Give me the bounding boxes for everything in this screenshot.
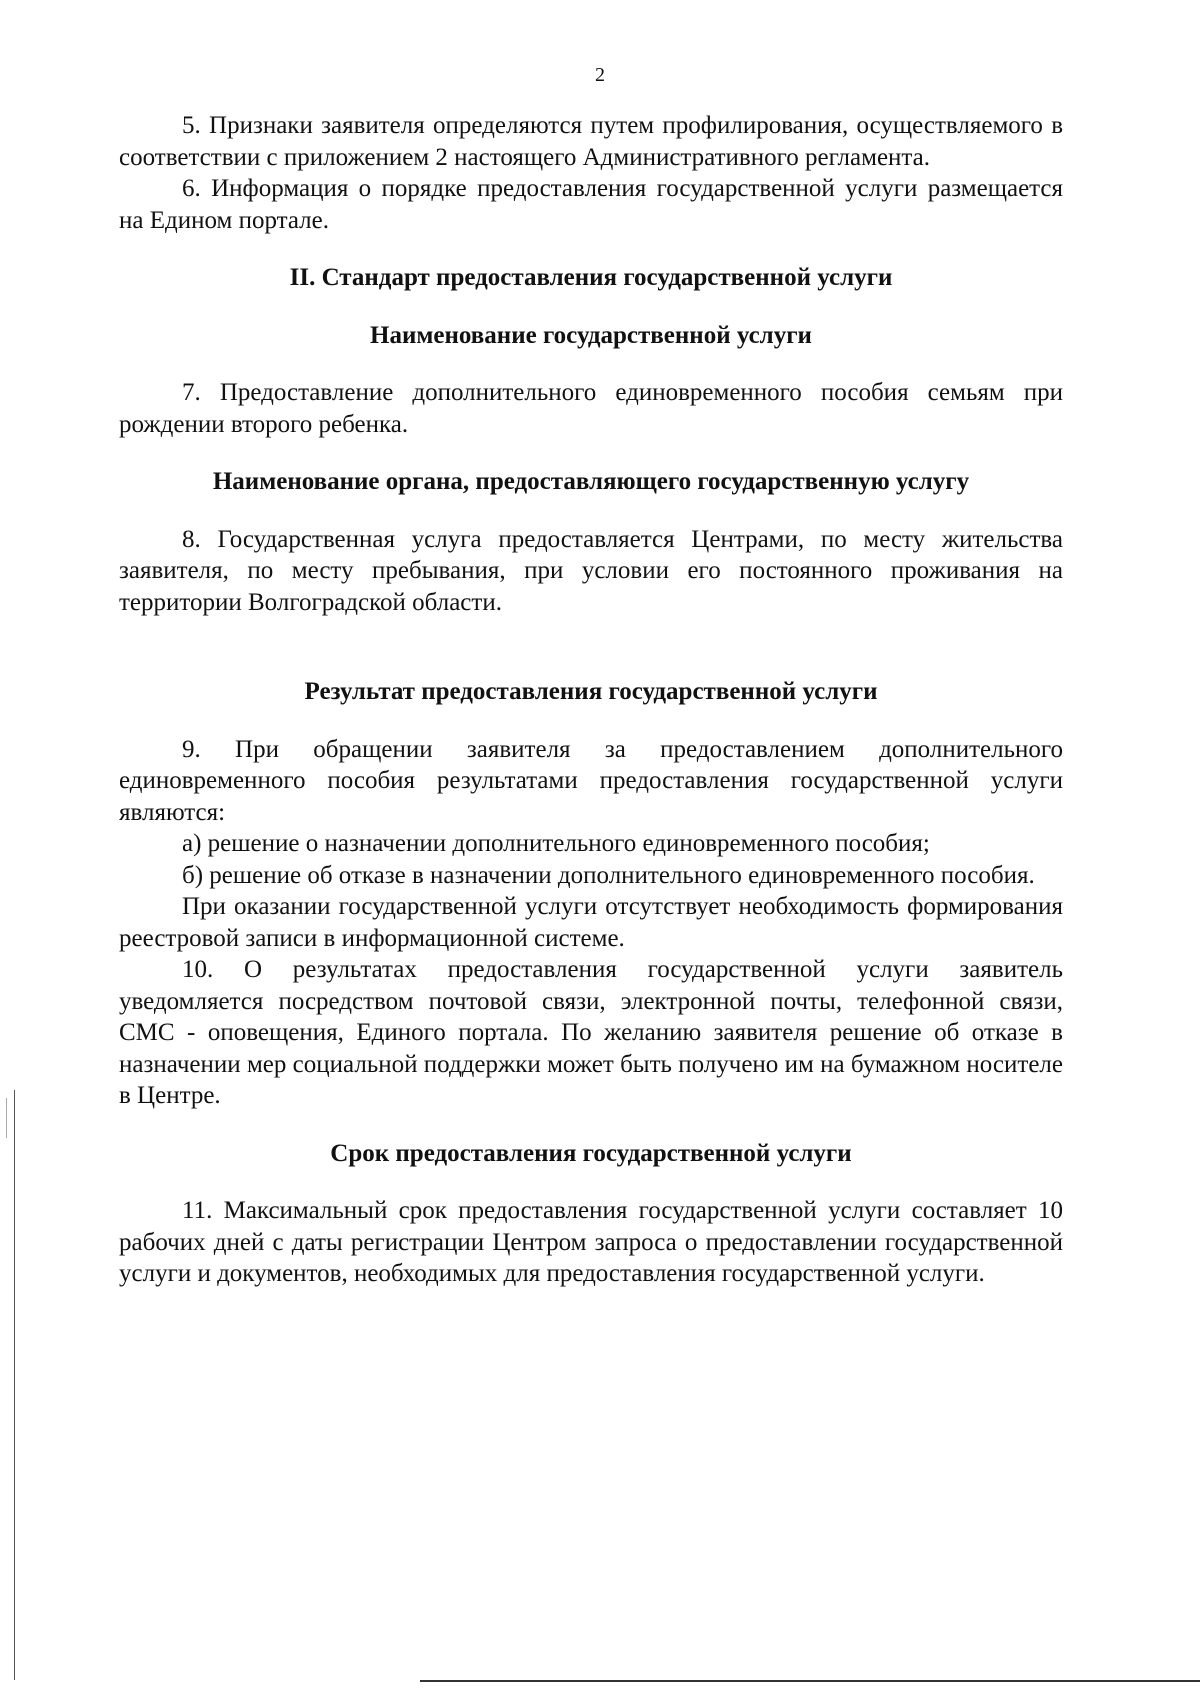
section-2-heading: II. Стандарт предоставления государственной услуги [289,264,893,291]
paragraph-9a: а) решение о назначении дополнительного единовременного пособия; [182,830,930,857]
scan-artifact-left-edge [14,1090,15,1680]
paragraph-6: 6. Информация о порядке предоставления государственной услуги размещается на Едином портале. [119,175,1063,234]
scan-artifact-bottom-edge [420,1680,1200,1682]
paragraph-5: 5. Признаки заявителя определяются путем профилирования, осуществляемого в соответствии с приложением 2 настоящего Административного регламента. [119,112,1063,171]
service-name-heading: Наименование государственной услуги [370,321,812,349]
paragraph-8: 8. Государственная услуга предоставляется Центрами, по месту жительства заявителя, по месту пребывания, при условии его постоянного проживания на территории Волгоградской области. [119,525,1063,616]
paragraph-10: 10. О результатах предоставления государственной услуги заявитель уведомляется посредством почтовой связи, электронной почты, телефонной связи, СМС - оповещения, Единого портала. По желанию заявителя решение об отказе в назначении мер социальной поддержки может быть получено им на бумажном носителе в Центре. [119,956,1063,1109]
page-number: 2 [595,64,605,86]
paragraph-9c: При оказании государственной услуги отсутствует необходимость формирования реестровой записи в информационной системе. [119,893,1063,952]
result-heading: Результат предоставления государственной услуги [304,678,878,705]
paragraph-9: 9. При обращении заявителя за предоставлением дополнительного единовременного пособия результатами предоставления государственной услуги являются: [119,735,1063,826]
paragraph-9b: б) решение об отказе в назначении дополнительного единовременного пособия. [182,861,1035,889]
term-heading: Срок предоставления государственной услуги [330,1139,852,1167]
document-body [119,110,1063,1290]
paragraph-7: 7. Предоставление дополнительного единовременного пособия семьям при рождении второго ребенка. [119,379,1063,438]
paragraph-11: 11. Максимальный срок предоставления государственной услуги составляет 10 рабочих дней с даты регистрации Центром запроса о предоставлении государственной услуги и документов, необходимых для предоставления государственной услуги. [119,1197,1063,1287]
scan-artifact-mark [6,1098,7,1138]
organ-heading: Наименование органа, предоставляющего государственную услугу [212,468,970,495]
